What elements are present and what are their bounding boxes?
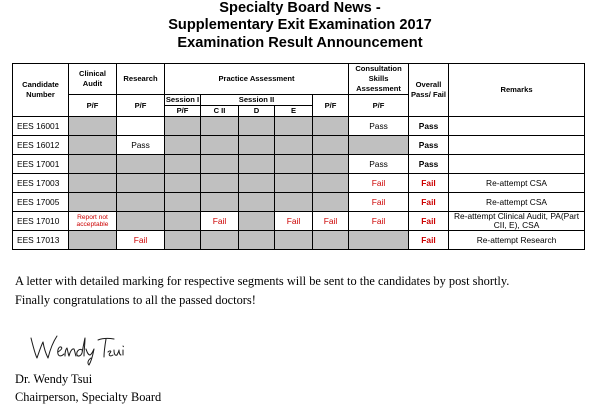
header-practice-assessment: Practice Assessment (165, 64, 349, 95)
header-remarks: Remarks (449, 64, 585, 117)
overall-cell: Pass (409, 155, 449, 174)
candidate-number: EES 17001 (13, 155, 69, 174)
d-cell (239, 155, 275, 174)
d-cell (239, 193, 275, 212)
practice-pf-cell (313, 155, 349, 174)
signatory-name: Dr. Wendy Tsui (15, 372, 93, 386)
research-cell: Pass (117, 136, 165, 155)
remarks-cell (449, 155, 585, 174)
d-cell (239, 212, 275, 231)
session-1-pf-cell (165, 136, 201, 155)
consultation-cell: Pass (349, 155, 409, 174)
d-cell (239, 117, 275, 136)
d-cell (239, 136, 275, 155)
table-row (13, 117, 585, 136)
practice-pf-cell (313, 117, 349, 136)
table-row (13, 136, 585, 155)
research-cell (117, 117, 165, 136)
header-clinical-audit-pf: P/F (69, 95, 117, 117)
overall-cell: Fail (409, 212, 449, 231)
header-candidate-number: Candidate Number (13, 64, 69, 117)
title-line-1: Specialty Board News - (219, 0, 381, 16)
consultation-cell (349, 231, 409, 250)
remarks-cell: Re-attempt Clinical Audit, PA(Part CII, E), CSA (449, 212, 585, 231)
remarks-cell: Re-attempt Research (449, 231, 585, 250)
candidate-number: EES 17005 (13, 193, 69, 212)
consultation-cell: Fail (349, 174, 409, 193)
header-d: D (239, 106, 275, 117)
practice-pf-cell (313, 136, 349, 155)
remarks-cell (449, 117, 585, 136)
practice-pf-cell: Fail (313, 212, 349, 231)
clinical-audit-cell (69, 193, 117, 212)
consultation-cell: Pass (349, 117, 409, 136)
research-cell (117, 193, 165, 212)
d-cell (239, 174, 275, 193)
session-1-pf-cell (165, 212, 201, 231)
candidate-number: EES 17003 (13, 174, 69, 193)
table-row (13, 212, 585, 231)
results-table (12, 63, 585, 250)
research-cell (117, 155, 165, 174)
header-session-1: Session I (165, 95, 200, 104)
d-cell (239, 231, 275, 250)
e-cell (275, 136, 313, 155)
overall-cell: Fail (409, 193, 449, 212)
table-row (13, 174, 585, 193)
title-line-2: Supplementary Exit Examination 2017 (168, 17, 432, 33)
session-1-pf-cell (165, 193, 201, 212)
consultation-cell: Fail (349, 212, 409, 231)
research-cell (117, 174, 165, 193)
overall-cell: Pass (409, 117, 449, 136)
table-row (13, 193, 585, 212)
practice-pf-cell (313, 193, 349, 212)
practice-pf-cell (313, 231, 349, 250)
remarks-cell (449, 136, 585, 155)
note-letter: A letter with detailed marking for respective segments will be sent to the candidates by post shortly. (15, 274, 510, 288)
e-cell (275, 174, 313, 193)
header-consultation-pf: P/F (349, 95, 409, 117)
research-cell: Fail (117, 231, 165, 250)
overall-cell: Fail (409, 174, 449, 193)
table-row (13, 231, 585, 250)
signatory-title: Chairperson, Specialty Board (15, 390, 162, 404)
remarks-cell: Re-attempt CSA (449, 193, 585, 212)
overall-cell: Pass (409, 136, 449, 155)
header-practice-pf: P/F (313, 95, 349, 117)
clinical-audit-cell (69, 117, 117, 136)
c2-cell (201, 231, 239, 250)
c2-cell: Fail (201, 212, 239, 231)
session-1-pf-cell (165, 174, 201, 193)
session-1-pf-cell (165, 231, 201, 250)
c2-cell (201, 193, 239, 212)
practice-pf-cell (313, 174, 349, 193)
note-congratulations: Finally congratulations to all the passed doctors! (15, 293, 256, 307)
header-session-1-pf: P/F (165, 106, 201, 117)
c2-cell (201, 155, 239, 174)
title-line-3: Examination Result Announcement (177, 35, 423, 51)
candidate-number: EES 17013 (13, 231, 69, 250)
c2-cell (201, 174, 239, 193)
session-1-pf-cell (165, 155, 201, 174)
handwritten-signature (28, 330, 124, 366)
candidate-number: EES 16001 (13, 117, 69, 136)
header-research: Research (117, 64, 165, 95)
clinical-audit-cell (69, 155, 117, 174)
e-cell (275, 155, 313, 174)
clinical-audit-cell (69, 231, 117, 250)
remarks-cell: Re-attempt CSA (449, 174, 585, 193)
e-cell (275, 231, 313, 250)
header-e: E (275, 106, 313, 117)
header-overall: Overall Pass/ Fail (409, 64, 449, 117)
header-session-2: Session II (201, 95, 313, 106)
clinical-audit-cell (69, 136, 117, 155)
clinical-audit-cell (69, 174, 117, 193)
candidate-number: EES 17010 (13, 212, 69, 231)
e-cell (275, 117, 313, 136)
e-cell: Fail (275, 212, 313, 231)
c2-cell (201, 117, 239, 136)
table-row (13, 155, 585, 174)
header-c2: C II (201, 106, 239, 117)
header-research-pf: P/F (117, 95, 165, 117)
session-1-pf-cell (165, 117, 201, 136)
research-cell (117, 212, 165, 231)
header-clinical-audit: Clinical Audit (69, 64, 117, 95)
c2-cell (201, 136, 239, 155)
clinical-audit-cell: Report not acceptable (69, 212, 117, 231)
e-cell (275, 193, 313, 212)
candidate-number: EES 16012 (13, 136, 69, 155)
consultation-cell (349, 136, 409, 155)
consultation-cell: Fail (349, 193, 409, 212)
overall-cell: Fail (409, 231, 449, 250)
header-consultation-skills: Consultation Skills Assessment (349, 64, 409, 95)
